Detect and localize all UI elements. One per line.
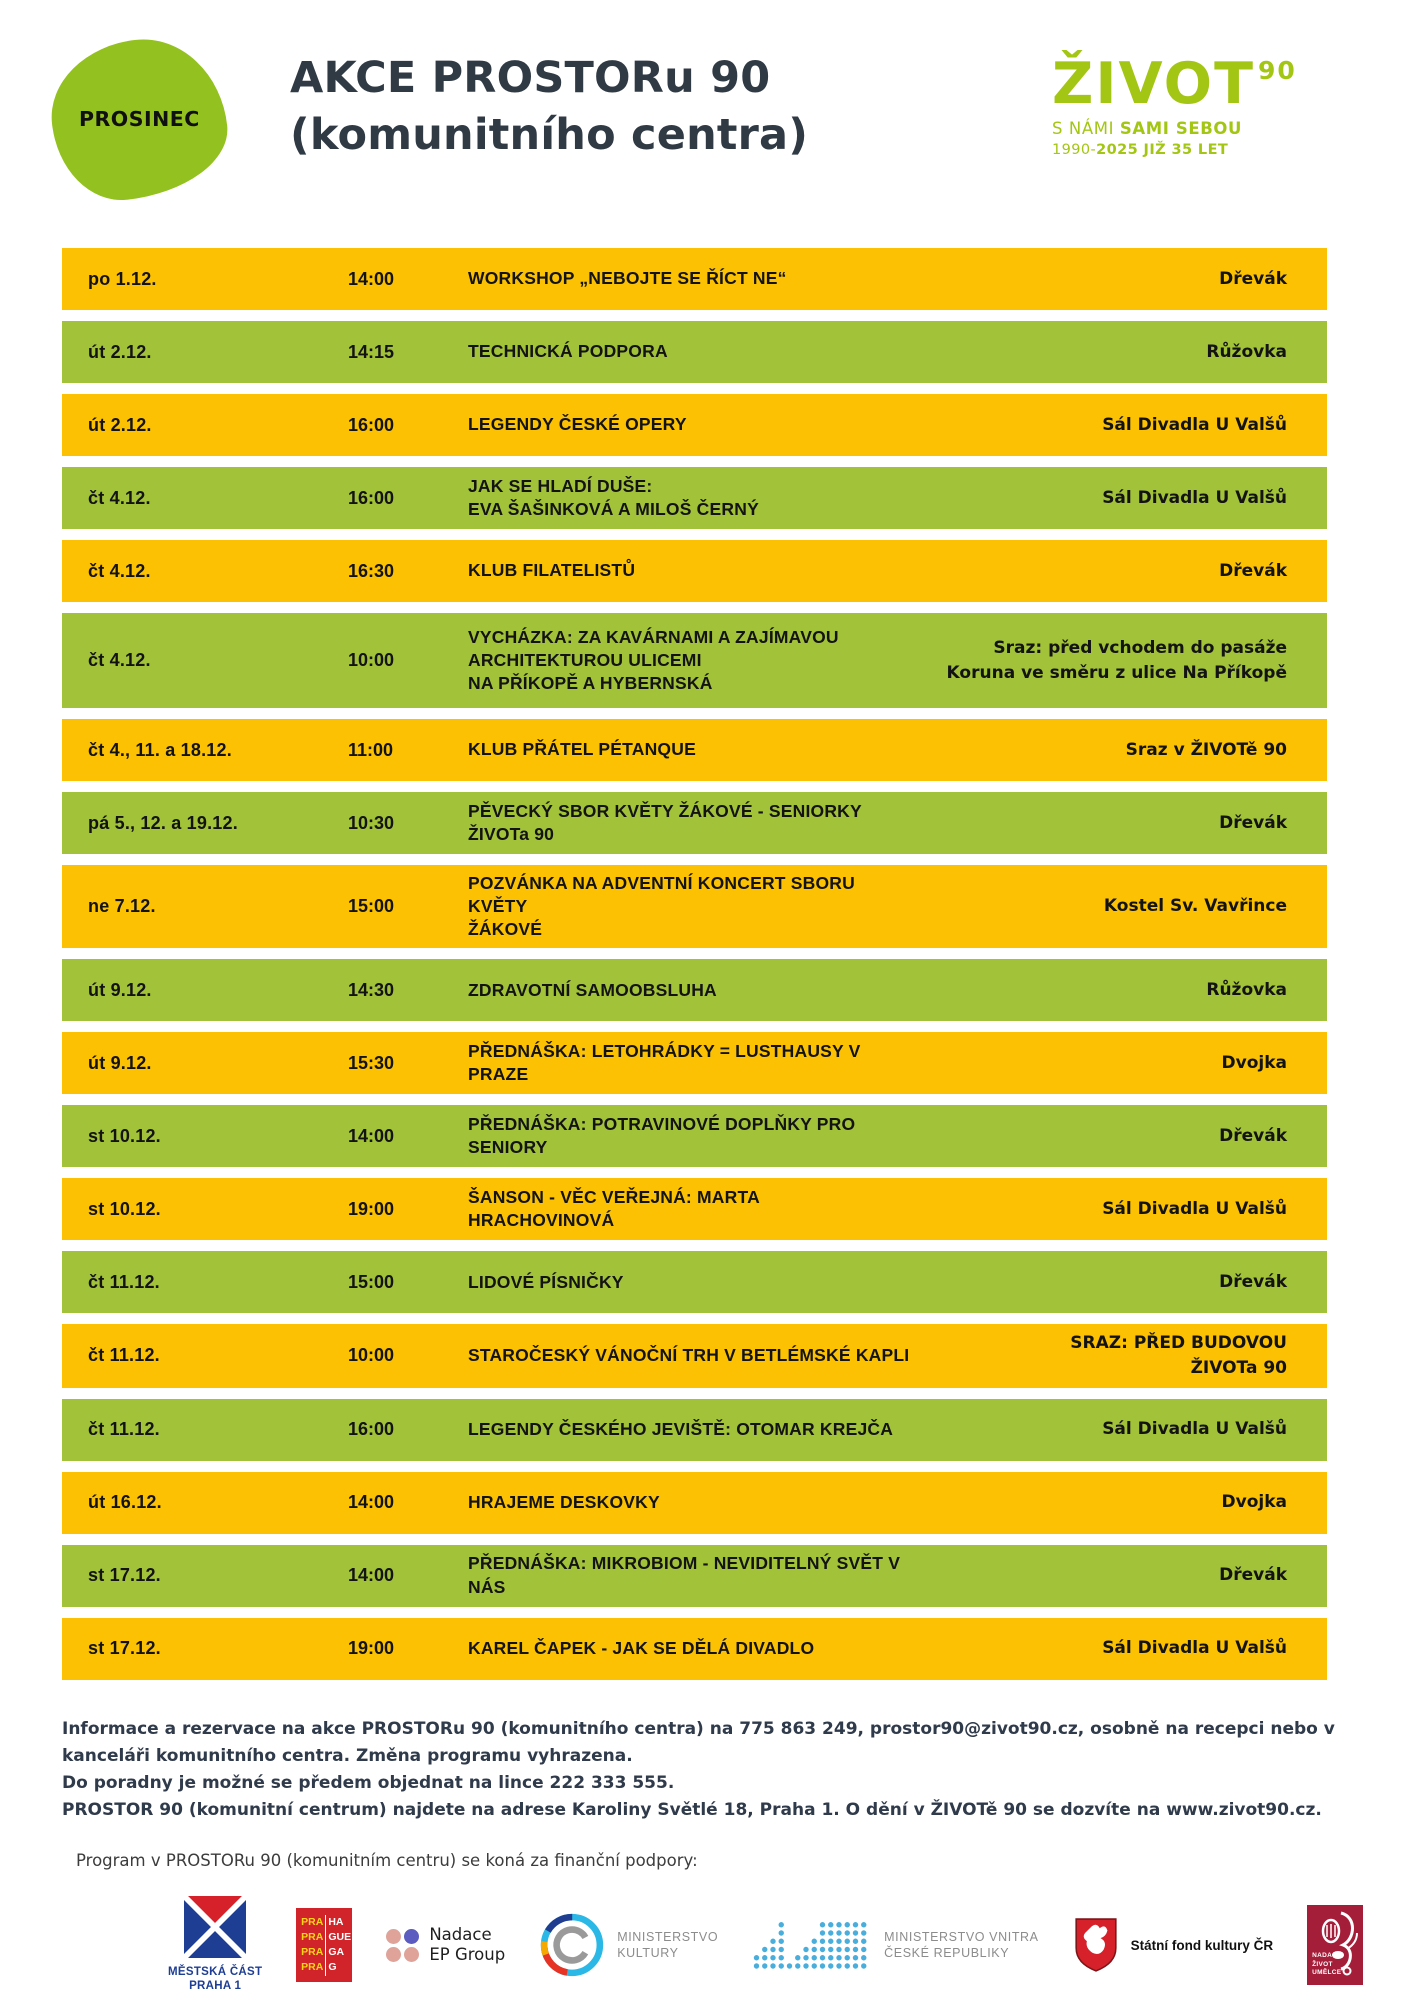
event-time: 19:00 — [348, 1638, 395, 1659]
event-title: PĚVECKÝ SBOR KVĚTY ŽÁKOVÉ - SENIORKY ŽIVOTa 90 — [468, 800, 862, 844]
table-row — [62, 865, 1327, 948]
nadace-zivot-umelce-caption: NADACE ŽIVOT UMĚLCE — [1312, 1951, 1342, 1977]
event-time: 15:30 — [348, 1052, 395, 1073]
event-title: LIDOVÉ PÍSNIČKY — [468, 1271, 624, 1292]
zivot90-sup: 90 — [1258, 56, 1297, 85]
event-time: 19:00 — [348, 1198, 395, 1219]
event-date: čt 11.12. — [88, 1345, 160, 1366]
event-location: Sál Divadla U Valšů — [1102, 414, 1287, 435]
event-location: Růžovka — [1206, 341, 1287, 362]
event-time: 16:00 — [348, 487, 395, 508]
state-culture-fund-logo — [1073, 1916, 1274, 1974]
info-line-3: PROSTOR 90 (komunitní centrum) najdete na adrese Karoliny Světlé 18, Praha 1. O dění v ŽIVOTě 90 se dozvíte na www.zivot90.cz. — [62, 1800, 1322, 1821]
ministry-interior-caption: MINISTERSTVO VNITRA ČESKÉ REPUBLIKY — [884, 1929, 1039, 1961]
event-title: LEGENDY ČESKÉHO JEVIŠTĚ: OTOMAR KREJČA — [468, 1419, 894, 1440]
event-title: WORKSHOP „NEBOJTE SE ŘÍCT NE“ — [468, 268, 787, 289]
event-time: 14:00 — [348, 268, 395, 289]
event-title: KLUB FILATELISTŮ — [468, 560, 636, 581]
event-time: 14:00 — [348, 1492, 395, 1513]
event-title: PŘEDNÁŠKA: MIKROBIOM - NEVIDITELNÝ SVĚT V NÁS — [468, 1553, 901, 1597]
table-row — [62, 467, 1327, 529]
event-date: pá 5., 12. a 19.12. — [88, 812, 238, 833]
table-row — [62, 719, 1327, 781]
event-location: Dřevák — [1219, 1125, 1287, 1146]
event-location: Sraz: před vchodem do pasáže Koruna ve směru z ulice Na Příkopě — [946, 637, 1287, 683]
event-time: 16:00 — [348, 1419, 395, 1440]
prague-logo: PRA HA PRA GUE PRA GA PRA G — [296, 1908, 352, 1982]
table-row — [62, 1324, 1327, 1387]
ep-group-caption: Nadace EP Group — [429, 1925, 506, 1965]
event-time: 15:00 — [348, 1271, 395, 1292]
table-row — [62, 1618, 1327, 1680]
event-location: Dřevák — [1219, 1565, 1287, 1586]
table-row — [62, 613, 1327, 708]
event-location: Kostel Sv. Vavřince — [1103, 896, 1287, 917]
event-date: čt 4.12. — [88, 560, 151, 581]
table-row — [62, 1251, 1327, 1313]
zivot90-logo — [1052, 51, 1297, 158]
event-time: 14:00 — [348, 1565, 395, 1586]
ep-group-dots-icon — [386, 1929, 419, 1962]
nadace-zivot-umelce-logo — [1307, 1905, 1363, 1985]
event-title: POZVÁNKA NA ADVENTNÍ KONCERT SBORU KVĚTY ŽÁKOVÉ — [468, 873, 855, 940]
support-line: Program v PROSTORu 90 (komunitním centru) se koná za finanční podpory: — [76, 1851, 698, 1871]
event-date: ne 7.12. — [88, 896, 156, 917]
month-badge-label: PROSINEC — [78, 107, 200, 131]
table-row — [62, 1545, 1327, 1607]
event-time: 14:30 — [348, 979, 395, 1000]
event-time: 15:00 — [348, 896, 395, 917]
zivot90-tagline: S NÁMI SAMI SEBOU — [1052, 119, 1243, 138]
state-culture-fund-shield-icon — [1073, 1916, 1119, 1974]
praha1-logo — [168, 1896, 262, 1994]
page-title-line2: (komunitního centra) — [290, 109, 809, 160]
ep-group-logo — [386, 1925, 505, 1965]
table-row — [62, 1178, 1327, 1240]
event-location: Dřevák — [1219, 1271, 1287, 1292]
event-date: út 2.12. — [88, 341, 152, 362]
table-row — [62, 1399, 1327, 1461]
event-time: 14:00 — [348, 1125, 395, 1146]
event-title: HRAJEME DESKOVKY — [468, 1492, 660, 1513]
ministry-culture-ring-icon — [539, 1912, 605, 1978]
table-row — [62, 1472, 1327, 1534]
event-location: Růžovka — [1206, 979, 1287, 1000]
events-table — [62, 248, 1327, 1680]
zivot90-years: 1990-2025 JIŽ 35 LET — [1052, 142, 1229, 158]
event-location: Dřevák — [1219, 560, 1287, 581]
event-location: SRAZ: PŘED BUDOVOU ŽIVOTa 90 — [1070, 1333, 1287, 1378]
event-location: Dřevák — [1219, 268, 1287, 289]
event-title: ZDRAVOTNÍ SAMOOBSLUHA — [468, 979, 717, 1000]
event-location: Dvojka — [1221, 1492, 1287, 1513]
event-date: st 10.12. — [88, 1125, 161, 1146]
event-title: LEGENDY ČESKÉ OPERY — [468, 414, 687, 435]
ministry-interior-dots-icon — [752, 1918, 872, 1972]
ministry-culture-logo — [539, 1912, 718, 1978]
event-title: JAK SE HLADÍ DUŠE: EVA ŠAŠINKOVÁ A MILOŠ ČERNÝ — [468, 475, 759, 519]
table-row — [62, 959, 1327, 1021]
event-date: út 16.12. — [88, 1492, 162, 1513]
event-title: TECHNICKÁ PODPORA — [468, 341, 668, 362]
event-title: KLUB PŘÁTEL PÉTANQUE — [468, 739, 696, 760]
ministry-culture-caption: MINISTERSTVO KULTURY — [617, 1929, 719, 1961]
zivot90-wordmark: ŽIVOT $^{90}$ — [1052, 51, 1297, 117]
praha1-caption: MĚSTSKÁ ČÁST PRAHA 1 — [168, 1966, 263, 1993]
event-title: STAROČESKÝ VÁNOČNÍ TRH V BETLÉMSKÉ KAPLI — [468, 1345, 910, 1366]
event-time: 14:15 — [348, 341, 395, 362]
poster-header — [0, 0, 1414, 248]
state-culture-fund-caption: Státní fond kultury ČR — [1130, 1937, 1274, 1953]
event-time: 10:00 — [348, 1345, 395, 1366]
event-date: st 17.12. — [88, 1638, 161, 1659]
event-location: Dřevák — [1219, 812, 1287, 833]
event-date: po 1.12. — [88, 268, 157, 289]
event-date: čt 4.12. — [88, 650, 151, 670]
event-title: KAREL ČAPEK - JAK SE DĚLÁ DIVADLO — [468, 1638, 815, 1659]
event-title: VYCHÁZKA: ZA KAVÁRNAMI A ZAJÍMAVOU ARCHITEKTUROU ULICEMI NA PŘÍKOPĚ A HYBERNSKÁ — [468, 626, 839, 694]
event-date: čt 4., 11. a 18.12. — [88, 739, 232, 760]
ministry-interior-logo — [752, 1918, 1038, 1972]
page-title — [290, 50, 808, 164]
event-time: 16:30 — [348, 560, 395, 581]
event-date: čt 11.12. — [88, 1271, 160, 1292]
event-title: PŘEDNÁŠKA: LETOHRÁDKY = LUSTHAUSY V PRAZE — [468, 1041, 861, 1085]
month-badge — [44, 31, 234, 206]
praha1-flag-icon — [184, 1896, 246, 1958]
table-row — [62, 321, 1327, 383]
info-line-1: Informace a rezervace na akce PROSTORu 90 (komunitního centra) na 775 863 249, prostor90@zivot90.cz, osobně na recepci nebo v kanceláři komunitního centra. Změna programu vyhrazena. — [62, 1718, 1335, 1766]
table-row — [62, 248, 1327, 310]
table-row — [62, 394, 1327, 456]
info-line-2: Do poradny je možné se předem objednat na lince 222 333 555. — [62, 1772, 675, 1793]
event-time: 11:00 — [348, 739, 394, 760]
event-date: st 17.12. — [88, 1565, 161, 1586]
event-date: út 9.12. — [88, 1052, 152, 1073]
event-date: út 9.12. — [88, 979, 152, 1000]
page-title-line1: AKCE PROSTORu 90 — [290, 53, 771, 103]
event-time: 10:00 — [348, 650, 395, 670]
table-row — [62, 1105, 1327, 1167]
event-location: Sál Divadla U Valšů — [1102, 1198, 1287, 1219]
event-location: Sál Divadla U Valšů — [1102, 487, 1287, 508]
table-row — [62, 1032, 1327, 1094]
event-location: Sál Divadla U Valšů — [1102, 1638, 1287, 1659]
event-time: 16:00 — [348, 414, 395, 435]
info-paragraphs — [62, 1716, 1350, 1825]
event-location: Dvojka — [1221, 1052, 1287, 1073]
table-row — [62, 540, 1327, 602]
event-date: čt 4.12. — [88, 487, 151, 508]
event-title: ŠANSON - VĚC VEŘEJNÁ: MARTA HRACHOVINOVÁ — [468, 1187, 760, 1231]
event-location: Sraz v ŽIVOTě 90 — [1125, 739, 1287, 760]
event-date: st 10.12. — [88, 1198, 161, 1219]
table-row — [62, 792, 1327, 854]
event-date: út 2.12. — [88, 414, 152, 435]
sponsor-logos — [168, 1896, 1414, 1994]
event-title: PŘEDNÁŠKA: POTRAVINOVÉ DOPLŇKY PRO SENIORY — [468, 1114, 856, 1158]
event-time: 10:30 — [348, 812, 395, 833]
event-date: čt 11.12. — [88, 1419, 160, 1440]
event-location: Sál Divadla U Valšů — [1102, 1419, 1287, 1440]
